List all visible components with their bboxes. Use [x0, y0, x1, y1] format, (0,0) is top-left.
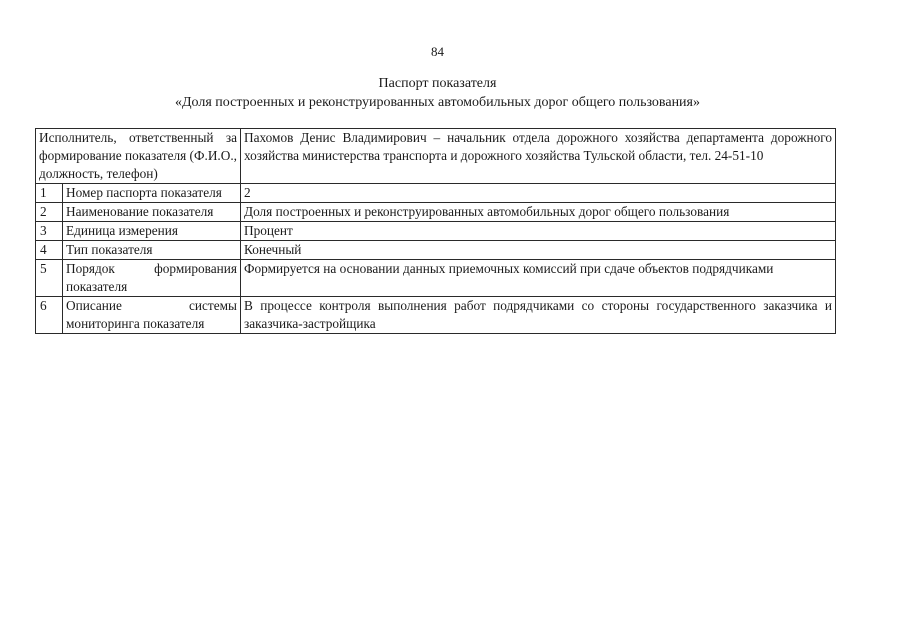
table-row: [36, 241, 836, 260]
row-name: Описание системы мониторинга показателя: [63, 297, 241, 334]
table-row: [36, 260, 836, 297]
row-name: Порядок формирования показателя: [63, 260, 241, 297]
table-row: [36, 222, 836, 241]
row-number: 6: [36, 297, 63, 334]
row-number: 4: [36, 241, 63, 260]
title-line-1: Паспорт показателя: [378, 76, 497, 91]
row-name: Единица измерения: [63, 222, 241, 241]
table-row: [36, 203, 836, 222]
row-number: 3: [36, 222, 63, 241]
row-value: 2: [241, 184, 836, 203]
responsible-value: Пахомов Денис Владимирович – начальник отдела дорожного хозяйства департамента дорожного хозяйства министерства транспорта и дорожного хозяйства Тульской области, тел. 24-51-10: [241, 129, 836, 184]
row-number: 5: [36, 260, 63, 297]
table-row-responsible: [36, 129, 836, 184]
row-value: Конечный: [241, 241, 836, 260]
row-number: 1: [36, 184, 63, 203]
row-value: В процессе контроля выполнения работ подрядчиками со стороны государственного заказчика и заказчика-застройщика: [241, 297, 836, 334]
table-row: [36, 184, 836, 203]
row-name: Наименование показателя: [63, 203, 241, 222]
indicator-passport-table: [35, 128, 836, 334]
row-value: Процент: [241, 222, 836, 241]
row-value: Доля построенных и реконструированных автомобильных дорог общего пользования: [241, 203, 836, 222]
row-number: 2: [36, 203, 63, 222]
row-name: Тип показателя: [63, 241, 241, 260]
responsible-label: Исполнитель, ответственный за формирование показателя (Ф.И.О., должность, телефон): [36, 129, 241, 184]
page-number: 84: [431, 44, 444, 59]
row-value: Формируется на основании данных приемочных комиссий при сдаче объектов подрядчиками: [241, 260, 836, 297]
document-title: [0, 74, 875, 112]
table-row: [36, 297, 836, 334]
title-line-2: «Доля построенных и реконструированных автомобильных дорог общего пользования»: [175, 95, 700, 110]
row-name: Номер паспорта показателя: [63, 184, 241, 203]
